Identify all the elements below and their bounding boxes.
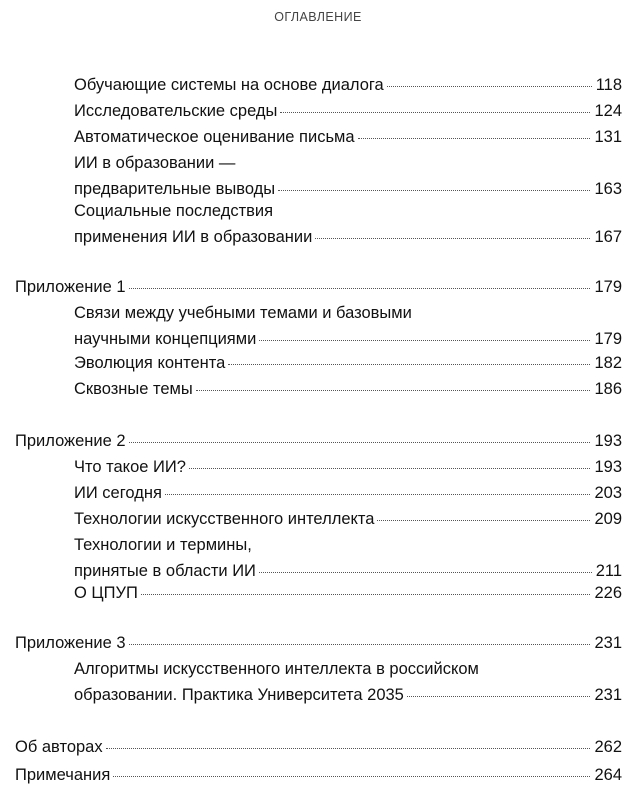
- toc-entry-title: Приложение 3: [15, 634, 126, 652]
- toc-entry[interactable]: [74, 300, 622, 352]
- toc-entry-title: принятые в области ИИ: [74, 562, 256, 580]
- toc-entry-title: научными концепциями: [74, 330, 257, 348]
- toc-appendix-entry[interactable]: [15, 274, 622, 300]
- dot-leader: [259, 572, 592, 573]
- toc-entry-page: 211: [595, 562, 622, 580]
- toc-entry[interactable]: [74, 124, 622, 150]
- toc-entry[interactable]: [74, 656, 622, 708]
- toc-appendix-entry[interactable]: [15, 630, 622, 656]
- dot-leader: [315, 238, 590, 239]
- toc-entry-title: Автоматическое оценивание письма: [74, 128, 355, 146]
- toc-entry-page: 179: [594, 330, 622, 348]
- toc-entry-page: 193: [594, 458, 622, 476]
- dot-leader: [196, 390, 591, 391]
- toc-entry-page: 226: [594, 584, 622, 602]
- dot-leader: [280, 112, 590, 113]
- dot-leader: [129, 644, 591, 645]
- toc-entry[interactable]: [15, 734, 622, 760]
- toc-entry-title: Примечания: [15, 766, 111, 784]
- toc-entry-page: 193: [594, 432, 622, 450]
- toc-entry[interactable]: [74, 350, 622, 376]
- toc-entry-page: 163: [594, 180, 622, 198]
- toc-appendix-entry[interactable]: [15, 428, 622, 454]
- dot-leader: [106, 748, 591, 749]
- toc-entry-page: 182: [594, 354, 622, 372]
- toc-entry[interactable]: [74, 580, 622, 606]
- dot-leader: [358, 138, 591, 139]
- dot-leader: [377, 520, 590, 521]
- dot-leader: [189, 468, 591, 469]
- toc-entry-title: Приложение 2: [15, 432, 126, 450]
- toc-entry-title: Исследовательские среды: [74, 102, 278, 120]
- toc-entry[interactable]: [74, 454, 622, 480]
- toc-entry-page: 203: [594, 484, 622, 502]
- toc-entry-page: 124: [594, 102, 622, 120]
- toc-entry-page: 231: [594, 634, 622, 652]
- toc-entry-page: 167: [594, 228, 622, 246]
- toc-entry-title: Эволюция контента: [74, 354, 226, 372]
- toc-entry-title: предварительные выводы: [74, 180, 276, 198]
- toc-entry-title: Что такое ИИ?: [74, 458, 186, 476]
- toc-entry-title-line1: Алгоритмы искусственного интеллекта в российском: [74, 660, 479, 678]
- toc-entry-title: Сквозные темы: [74, 380, 193, 398]
- toc-entry[interactable]: [74, 532, 622, 584]
- dot-leader: [165, 494, 591, 495]
- toc-entry-title: образовании. Практика Университета 2035: [74, 686, 404, 704]
- toc-entry-page: 186: [594, 380, 622, 398]
- toc-entry[interactable]: [74, 150, 622, 202]
- dot-leader: [259, 340, 590, 341]
- toc-entry[interactable]: [74, 480, 622, 506]
- dot-leader: [407, 696, 591, 697]
- toc-entry-title-line1: ИИ в образовании —: [74, 154, 236, 172]
- toc-entry-title: применения ИИ в образовании: [74, 228, 313, 246]
- toc-entry[interactable]: [15, 762, 622, 788]
- toc-entry-title: О ЦПУП: [74, 584, 138, 602]
- toc-entry[interactable]: [74, 72, 622, 98]
- toc-entry-title: Приложение 1: [15, 278, 126, 296]
- toc-entry-title-line1: Связи между учебными темами и базовыми: [74, 304, 412, 322]
- toc-entry[interactable]: [74, 506, 622, 532]
- running-header: ОГЛАВЛЕНИЕ: [274, 10, 362, 24]
- toc-entry-title: Об авторах: [15, 738, 103, 756]
- toc-entry-page: 231: [594, 686, 622, 704]
- dot-leader: [387, 86, 592, 87]
- toc-entry-page: 264: [594, 766, 622, 784]
- dot-leader: [129, 442, 591, 443]
- toc-entry-title: Технологии искусственного интеллекта: [74, 510, 375, 528]
- toc-entry-title: Обучающие системы на основе диалога: [74, 76, 384, 94]
- toc-entry[interactable]: [74, 376, 622, 402]
- toc-entry-title: ИИ сегодня: [74, 484, 162, 502]
- dot-leader: [141, 594, 591, 595]
- toc-entry-title-line1: Социальные последствия: [74, 202, 274, 220]
- toc-entry-page: 118: [595, 76, 622, 94]
- toc-entry[interactable]: [74, 98, 622, 124]
- toc-entry-page: 209: [594, 510, 622, 528]
- dot-leader: [129, 288, 591, 289]
- toc-entry[interactable]: [74, 198, 622, 250]
- toc-entry-page: 262: [594, 738, 622, 756]
- dot-leader: [113, 776, 590, 777]
- dot-leader: [228, 364, 590, 365]
- toc-entry-page: 179: [594, 278, 622, 296]
- toc-entry-title-line1: Технологии и термины,: [74, 536, 252, 554]
- toc-entry-page: 131: [594, 128, 622, 146]
- dot-leader: [278, 190, 590, 191]
